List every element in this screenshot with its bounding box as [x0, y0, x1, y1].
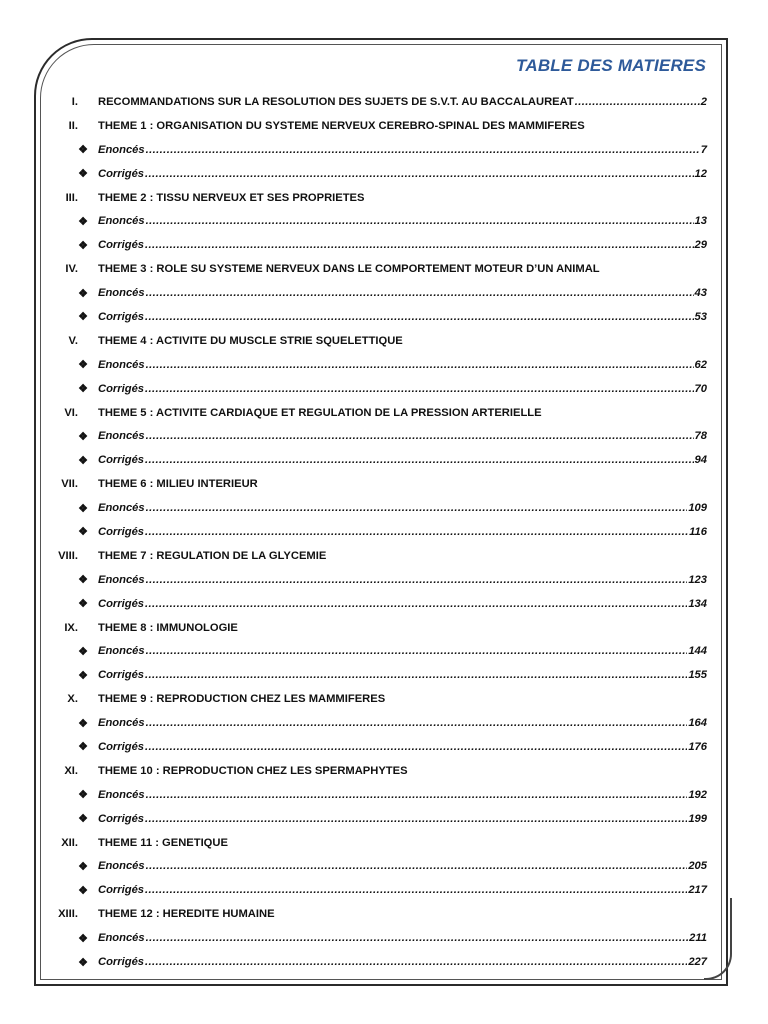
- diamond-bullet-icon: ❖: [78, 932, 88, 945]
- toc-subentry[interactable]: [40, 353, 707, 377]
- toc-subentry-label: Enoncés: [98, 717, 145, 730]
- diamond-bullet-icon: ❖: [78, 359, 88, 372]
- toc-subentry-label: Enoncés: [98, 143, 145, 156]
- toc-entry-number: I.: [71, 95, 78, 108]
- dot-leader: [146, 144, 700, 156]
- diamond-bullet-icon: ❖: [78, 311, 88, 324]
- dot-leader: [145, 741, 687, 753]
- toc-entry-number: X.: [67, 693, 78, 706]
- toc-entry-title: THEME 3 : ROLE SU SYSTEME NERVEUX DANS LE COMPORTEMENT MOTEUR D’UN ANIMAL: [98, 263, 600, 276]
- toc-subentry[interactable]: [40, 233, 707, 257]
- toc-subentry-label: Corrigés: [98, 884, 145, 897]
- toc-entry-title: THEME 5 : ACTIVITE CARDIAQUE ET REGULATION DE LA PRESSION ARTERIELLE: [98, 406, 542, 419]
- page-number: 13: [694, 215, 707, 228]
- toc-subentry[interactable]: [40, 209, 707, 233]
- dot-leader: [145, 311, 694, 323]
- toc-subentry[interactable]: [40, 424, 707, 448]
- dot-leader: [146, 287, 694, 299]
- toc-subentry[interactable]: [40, 855, 707, 879]
- toc-subentry-label: Corrigés: [98, 167, 145, 180]
- dot-leader: [146, 789, 688, 801]
- toc-entry-title: THEME 7 : REGULATION DE LA GLYCEMIE: [98, 549, 327, 562]
- toc-subentry-label: Enoncés: [98, 287, 145, 300]
- dot-leader: [146, 574, 688, 586]
- toc-entry[interactable]: [40, 114, 707, 138]
- toc-entry[interactable]: [40, 902, 707, 926]
- page-number: 144: [688, 645, 707, 658]
- toc-entry[interactable]: [40, 472, 707, 496]
- dot-leader: [145, 239, 694, 251]
- toc-subentry-label: Corrigés: [98, 812, 145, 825]
- diamond-bullet-icon: ❖: [78, 860, 88, 873]
- diamond-bullet-icon: ❖: [78, 884, 88, 897]
- toc-entry-title: THEME 12 : HEREDITE HUMAINE: [98, 908, 275, 921]
- page-number: 227: [688, 956, 707, 968]
- diamond-bullet-icon: ❖: [78, 383, 88, 396]
- dot-leader: [145, 956, 687, 968]
- diamond-bullet-icon: ❖: [78, 717, 88, 730]
- toc-subentry-label: Corrigés: [98, 956, 145, 968]
- toc-entry-title: THEME 10 : REPRODUCTION CHEZ LES SPERMAPHYTES: [98, 764, 408, 777]
- toc-subentry-label: Enoncés: [98, 358, 145, 371]
- diamond-bullet-icon: ❖: [78, 454, 88, 467]
- toc-entry-number: XIII.: [58, 908, 78, 921]
- toc-entry[interactable]: [40, 687, 707, 711]
- diamond-bullet-icon: ❖: [78, 215, 88, 228]
- toc-subentry-label: Corrigés: [98, 669, 145, 682]
- toc-subentry[interactable]: [40, 162, 707, 186]
- diamond-bullet-icon: ❖: [78, 168, 88, 181]
- toc-subentry-label: Corrigés: [98, 740, 145, 753]
- page-number: 78: [694, 430, 707, 443]
- page-number: 109: [688, 502, 707, 515]
- dot-leader: [146, 860, 688, 872]
- toc-subentry-label: Corrigés: [98, 382, 145, 395]
- toc-subentry[interactable]: [40, 592, 707, 616]
- diamond-bullet-icon: ❖: [78, 956, 88, 969]
- toc-subentry-label: Enoncés: [98, 788, 145, 801]
- diamond-bullet-icon: ❖: [78, 789, 88, 802]
- page-number: 164: [688, 717, 707, 730]
- dot-leader: [146, 502, 688, 514]
- page-number: 134: [688, 597, 707, 610]
- toc-entry-title: THEME 11 : GENETIQUE: [98, 836, 228, 849]
- diamond-bullet-icon: ❖: [78, 502, 88, 515]
- dot-leader: [145, 813, 687, 825]
- toc-entry-number: III.: [65, 191, 78, 204]
- table-of-contents: [40, 90, 707, 974]
- page-number: 12: [694, 167, 707, 180]
- toc-entry-number: VIII.: [58, 549, 78, 562]
- diamond-bullet-icon: ❖: [78, 574, 88, 587]
- toc-subentry-label: Corrigés: [98, 454, 145, 467]
- toc-entry-title: THEME 8 : IMMUNOLOGIE: [98, 621, 238, 634]
- diamond-bullet-icon: ❖: [78, 645, 88, 658]
- toc-entry-title: THEME 1 : ORGANISATION DU SYSTEME NERVEUX CEREBRO-SPINAL DES MAMMIFERES: [98, 119, 585, 132]
- toc-entry-number: IV.: [65, 263, 78, 276]
- toc-subentry-label: Corrigés: [98, 525, 145, 538]
- toc-subentry[interactable]: [40, 783, 707, 807]
- page-number: 94: [694, 454, 707, 467]
- dot-leader: [145, 526, 688, 538]
- toc-subentry-label: Corrigés: [98, 310, 145, 323]
- page-number: 62: [694, 358, 707, 371]
- dot-leader: [145, 168, 694, 180]
- toc-entry-title: THEME 2 : TISSU NERVEUX ET SES PROPRIETES: [98, 191, 365, 204]
- dot-leader: [145, 454, 694, 466]
- diamond-bullet-icon: ❖: [78, 287, 88, 300]
- toc-entry-title: RECOMMANDATIONS SUR LA RESOLUTION DES SUJETS DE S.V.T. AU BACCALAUREAT: [98, 95, 574, 108]
- diamond-bullet-icon: ❖: [78, 741, 88, 754]
- toc-entry-number: V.: [68, 334, 78, 347]
- page-number: 2: [700, 95, 707, 108]
- toc-subentry-label: Enoncés: [98, 932, 145, 945]
- diamond-bullet-icon: ❖: [78, 813, 88, 826]
- toc-subentry[interactable]: [40, 377, 707, 401]
- dot-leader: [575, 96, 700, 108]
- page-number: 116: [689, 525, 707, 538]
- dot-leader: [146, 645, 688, 657]
- toc-subentry[interactable]: [40, 568, 707, 592]
- toc-subentry[interactable]: [40, 639, 707, 663]
- page-number: 205: [688, 860, 707, 873]
- dot-leader: [146, 215, 694, 227]
- diamond-bullet-icon: ❖: [78, 144, 88, 157]
- toc-entry-number: XI.: [64, 764, 78, 777]
- diamond-bullet-icon: ❖: [78, 239, 88, 252]
- diamond-bullet-icon: ❖: [78, 526, 88, 539]
- toc-entry[interactable]: [40, 401, 707, 425]
- toc-subentry[interactable]: [40, 950, 707, 974]
- toc-subentry-label: Enoncés: [98, 573, 145, 586]
- toc-subentry-label: Corrigés: [98, 597, 145, 610]
- toc-entry-number: II.: [68, 119, 78, 132]
- toc-subentry[interactable]: [40, 807, 707, 831]
- toc-entry[interactable]: [40, 831, 707, 855]
- dot-leader: [145, 884, 687, 896]
- page-number: 192: [688, 788, 707, 801]
- toc-subentry-label: Enoncés: [98, 215, 145, 228]
- toc-subentry-label: Enoncés: [98, 645, 145, 658]
- dot-leader: [146, 430, 694, 442]
- toc-subentry[interactable]: [40, 878, 707, 902]
- page-number: 123: [688, 573, 707, 586]
- page-title: TABLE DES MATIERES: [516, 56, 706, 75]
- toc-entry[interactable]: [40, 329, 707, 353]
- page-number: 199: [688, 812, 707, 825]
- diamond-bullet-icon: ❖: [78, 430, 88, 443]
- page-number: 217: [688, 884, 707, 897]
- toc-subentry[interactable]: [40, 305, 707, 329]
- toc-subentry[interactable]: [40, 281, 707, 305]
- toc-subentry[interactable]: [40, 711, 707, 735]
- toc-subentry[interactable]: [40, 138, 707, 162]
- toc-subentry-label: Enoncés: [98, 430, 145, 443]
- dot-leader: [145, 598, 687, 610]
- toc-subentry-label: Corrigés: [98, 239, 145, 252]
- toc-entry-number: VII.: [61, 478, 78, 491]
- toc-subentry[interactable]: [40, 448, 707, 472]
- toc-entry-title: THEME 9 : REPRODUCTION CHEZ LES MAMMIFERES: [98, 693, 386, 706]
- page-number: 43: [694, 287, 707, 300]
- toc-entry[interactable]: [40, 257, 707, 281]
- toc-subentry-label: Enoncés: [98, 860, 145, 873]
- toc-entry[interactable]: [40, 186, 707, 210]
- toc-entry-number: VI.: [64, 406, 78, 419]
- toc-subentry[interactable]: [40, 926, 707, 950]
- toc-entry-number: XII.: [61, 836, 78, 849]
- page-border-corner: [704, 898, 732, 980]
- page-number: 7: [700, 143, 707, 156]
- toc-entry-number: IX.: [64, 621, 78, 634]
- page-number: 53: [694, 310, 707, 323]
- dot-leader: [146, 717, 688, 729]
- toc-subentry-label: Enoncés: [98, 502, 145, 515]
- dot-leader: [146, 359, 694, 371]
- toc-subentry[interactable]: [40, 663, 707, 687]
- diamond-bullet-icon: ❖: [78, 669, 88, 682]
- toc-subentry[interactable]: [40, 496, 707, 520]
- diamond-bullet-icon: ❖: [78, 598, 88, 611]
- page-number: 70: [694, 382, 707, 395]
- toc-entry[interactable]: [40, 759, 707, 783]
- page-number: 211: [689, 932, 707, 945]
- dot-leader: [145, 669, 687, 681]
- toc-entry[interactable]: [40, 616, 707, 640]
- page-number: 176: [688, 740, 707, 753]
- page-number: 29: [694, 239, 707, 252]
- page-number: 155: [688, 669, 707, 682]
- dot-leader: [145, 383, 694, 395]
- toc-entry[interactable]: [40, 90, 707, 114]
- toc-subentry[interactable]: [40, 520, 707, 544]
- toc-entry[interactable]: [40, 544, 707, 568]
- dot-leader: [146, 932, 689, 944]
- toc-entry-title: THEME 6 : MILIEU INTERIEUR: [98, 478, 258, 491]
- toc-entry-title: THEME 4 : ACTIVITE DU MUSCLE STRIE SQUELETTIQUE: [98, 334, 403, 347]
- toc-subentry[interactable]: [40, 735, 707, 759]
